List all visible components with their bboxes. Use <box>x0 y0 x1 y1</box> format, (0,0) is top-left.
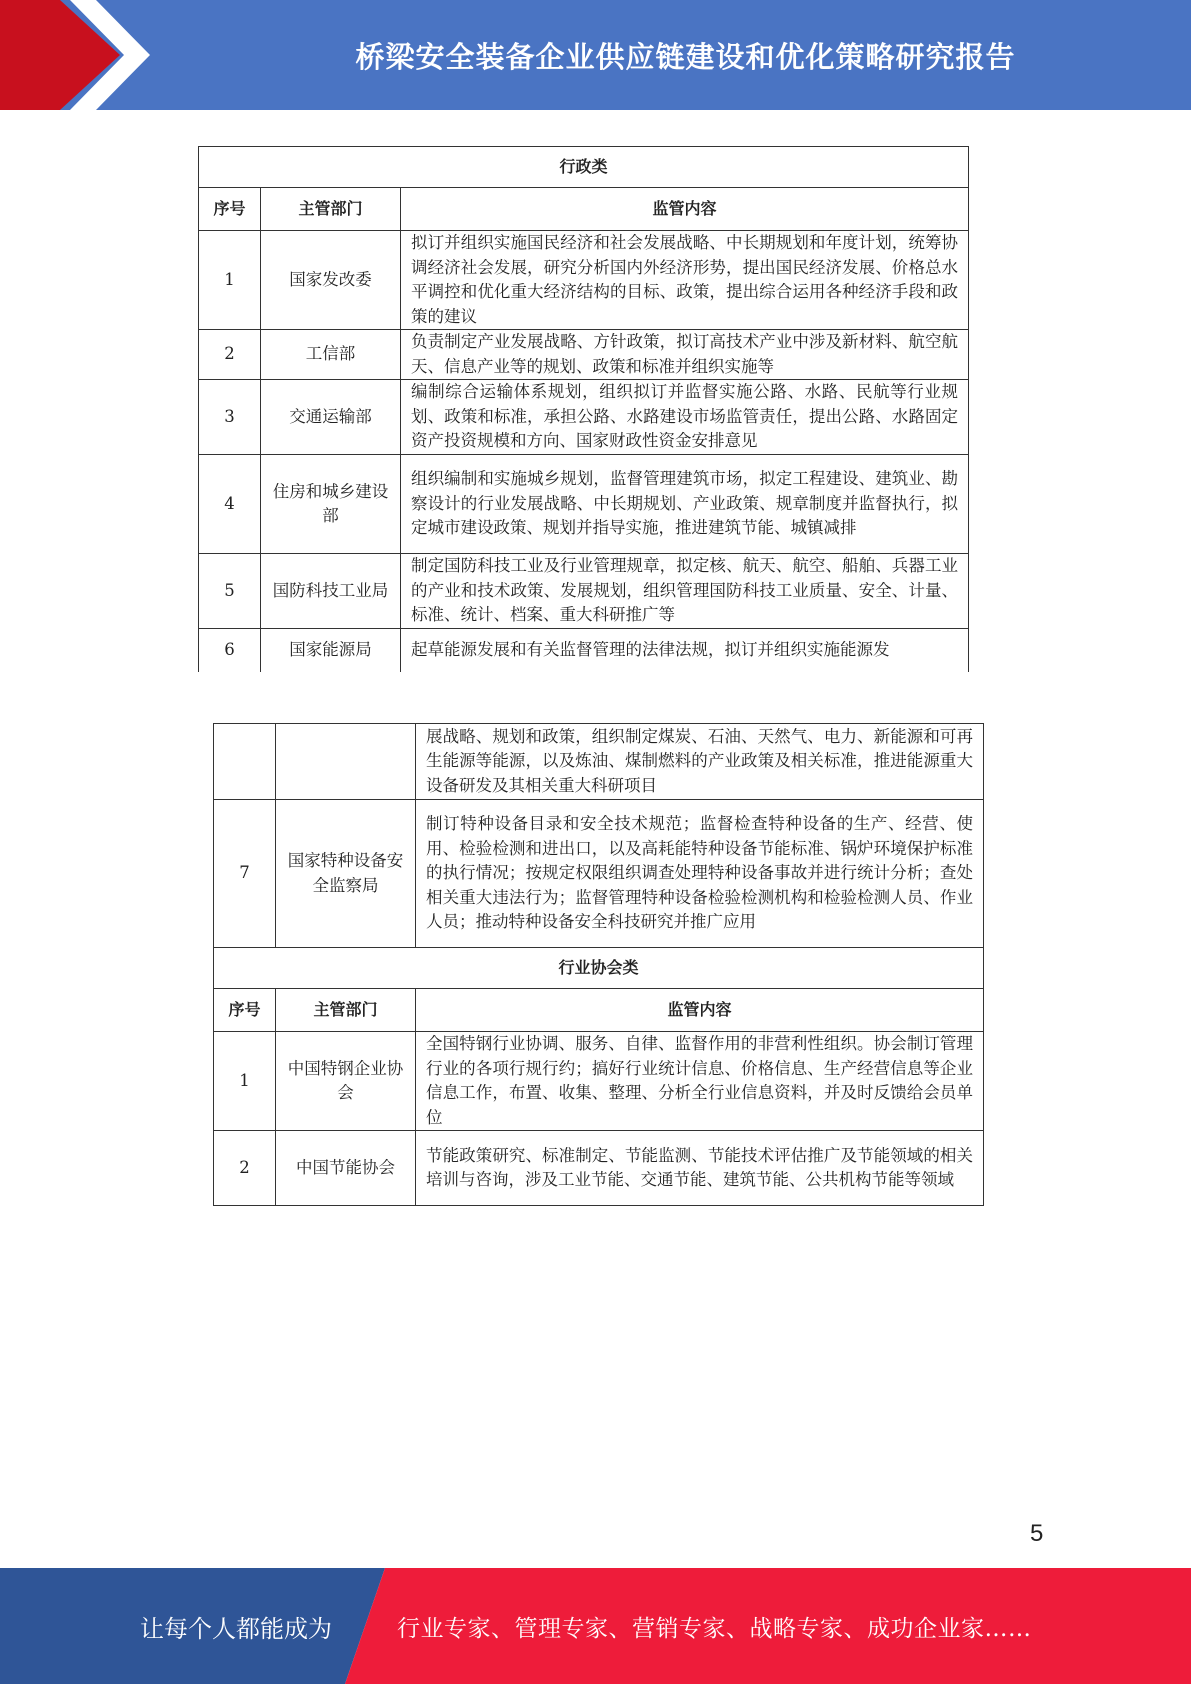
row-number: 2 <box>199 330 261 380</box>
regulatory-content: 制订特种设备目录和安全技术规范；监督检查特种设备的生产、经营、使用、检验检测和进出口，以及高耗能特种设备节能标准、锅炉环境保护标准的执行情况；按规定权限组织调查处理特种设备事故并进行统计分析；查处相关重大违法行为；监督管理特种设备检验检测机构和检验检测人员、作业人员；推动特种设备安全科技研究并推广应用 <box>416 800 984 948</box>
department-name: 国家发改委 <box>261 231 401 330</box>
header-bar <box>0 0 1191 110</box>
department-name: 中国节能协会 <box>276 1131 416 1206</box>
column-header: 主管部门 <box>261 188 401 231</box>
regulatory-content: 拟订并组织实施国民经济和社会发展战略、中长期规划和年度计划，统筹协调经济社会发展，研究分析国内外经济形势，提出国民经济发展、价格总水平调控和优化重大经济结构的目标、政策，提出综合运用各种经济手段和政策的建议 <box>401 231 969 330</box>
table-row <box>199 380 969 455</box>
footer-banner <box>0 1568 1191 1684</box>
table-row <box>214 1131 984 1206</box>
page-number: 5 <box>1030 1520 1044 1547</box>
department-name: 国家能源局 <box>261 629 401 672</box>
row-number: 6 <box>199 629 261 672</box>
section-title: 行政类 <box>199 147 969 188</box>
table-row <box>199 554 969 629</box>
footer-slogan-right: 行业专家、管理专家、营销专家、战略专家、成功企业家…… <box>397 1615 1032 1642</box>
department-name: 工信部 <box>261 330 401 380</box>
table-row <box>199 231 969 330</box>
row-number: 1 <box>214 1032 276 1131</box>
regulator-table-continued <box>213 723 984 1206</box>
regulatory-content: 全国特钢行业协调、服务、自律、监督作用的非营利性组织。协会制订管理行业的各项行规行约；搞好行业统计信息、价格信息、生产经营信息等企业信息工作，布置、收集、整理、分析全行业信息资料，并及时反馈给会员单位 <box>416 1032 984 1131</box>
column-header: 监管内容 <box>416 989 984 1032</box>
department-name: 国家特种设备安全监察局 <box>276 800 416 948</box>
regulator-table-administrative <box>198 146 969 672</box>
regulatory-content: 节能政策研究、标准制定、节能监测、节能技术评估推广及节能领域的相关培训与咨询，涉及工业节能、交通节能、建筑节能、公共机构节能等领域 <box>416 1131 984 1206</box>
table-row <box>199 629 969 672</box>
header-chevron-decoration <box>0 0 150 110</box>
regulatory-content: 编制综合运输体系规划，组织拟订并监督实施公路、水路、民航等行业规划、政策和标准，承担公路、水路建设市场监管责任，提出公路、水路固定资产投资规模和方向、国家财政性资金安排意见 <box>401 380 969 455</box>
empty-cell <box>276 724 416 800</box>
regulatory-content: 负责制定产业发展战略、方针政策，拟订高技术产业中涉及新材料、航空航天、信息产业等的规划、政策和标准并组织实施等 <box>401 330 969 380</box>
row-number: 5 <box>199 554 261 629</box>
department-name: 交通运输部 <box>261 380 401 455</box>
row-number: 2 <box>214 1131 276 1206</box>
footer-slogan-left: 让每个人都能成为 <box>140 1614 332 1643</box>
department-name: 国防科技工业局 <box>261 554 401 629</box>
column-header: 序号 <box>199 188 261 231</box>
section-title: 行业协会类 <box>214 948 984 989</box>
row-number: 1 <box>199 231 261 330</box>
table-row <box>214 724 984 800</box>
regulatory-content: 制定国防科技工业及行业管理规章，拟定核、航天、航空、船舶、兵器工业的产业和技术政策、发展规划，组织管理国防科技工业质量、安全、计量、标准、统计、档案、重大科研推广等 <box>401 554 969 629</box>
row-number: 4 <box>199 455 261 554</box>
department-name: 中国特钢企业协会 <box>276 1032 416 1131</box>
row-number: 3 <box>199 380 261 455</box>
regulatory-content: 组织编制和实施城乡规划，监督管理建筑市场，拟定工程建设、建筑业、勘察设计的行业发展战略、中长期规划、产业政策、规章制度并监督执行，拟定城市建设政策、规划并指导实施，推进建筑节能、城镇减排 <box>401 455 969 554</box>
regulatory-content: 展战略、规划和政策，组织制定煤炭、石油、天然气、电力、新能源和可再生能源等能源，以及炼油、煤制燃料的产业政策及相关标准，推进能源重大设备研发及其相关重大科研项目 <box>416 724 984 800</box>
table-row <box>214 800 984 948</box>
column-header: 监管内容 <box>401 188 969 231</box>
column-header: 序号 <box>214 989 276 1032</box>
regulatory-content: 起草能源发展和有关监督管理的法律法规，拟订并组织实施能源发 <box>401 629 969 672</box>
table-row <box>214 1032 984 1131</box>
report-title: 桥梁安全装备企业供应链建设和优化策略研究报告 <box>355 39 1016 74</box>
table-row <box>199 330 969 380</box>
empty-cell <box>214 724 276 800</box>
row-number: 7 <box>214 800 276 948</box>
department-name: 住房和城乡建设部 <box>261 455 401 554</box>
column-header: 主管部门 <box>276 989 416 1032</box>
table-row <box>199 455 969 554</box>
